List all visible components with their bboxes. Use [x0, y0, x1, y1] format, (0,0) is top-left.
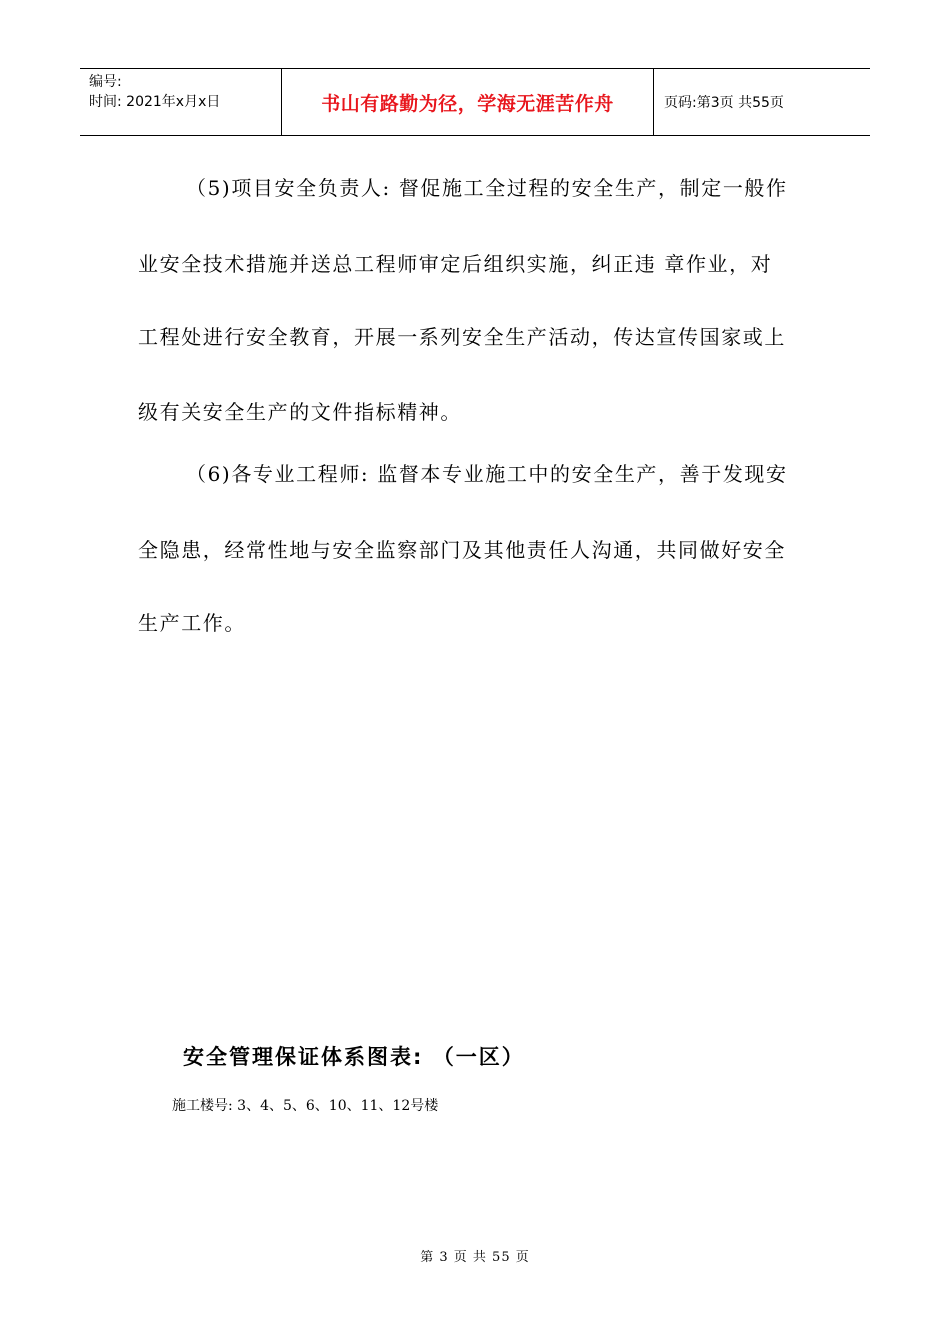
header-motto: 书山有路勤为径，学海无涯苦作舟 — [282, 69, 654, 135]
body-line-2: 业安全技术措施并送总工程师审定后组织实施，纠正违 章作业，对 — [138, 252, 773, 276]
section-title: 安全管理保证体系图表: （一区） — [183, 1045, 525, 1069]
document-time-label: 时间: 2021年x月x日 — [89, 94, 221, 110]
body-line-7: 生产工作。 — [138, 611, 246, 635]
header-meta — [80, 69, 282, 135]
header-page-info: 页码:第3页 共55页 — [664, 95, 784, 111]
body-line-3: 工程处进行安全教育，开展一系列安全生产活动，传达宣传国家或上 — [138, 325, 786, 349]
page-footer: 第 3 页 共 55 页 — [420, 1250, 530, 1265]
building-numbers: 施工楼号: 3、4、5、6、10、11、12号楼 — [172, 1098, 439, 1114]
body-line-6: 全隐患，经常性地与安全监察部门及其他责任人沟通，共同做好安全 — [138, 538, 786, 562]
body-line-1: （5)项目安全负责人: 督促施工全过程的安全生产，制定一般作 — [186, 176, 788, 200]
body-line-5: （6)各专业工程师: 监督本专业施工中的安全生产，善于发现安 — [186, 462, 788, 486]
page-header — [80, 68, 870, 136]
document-number-label: 编号: — [89, 74, 122, 90]
body-line-4: 级有关安全生产的文件指标精神。 — [138, 400, 462, 424]
